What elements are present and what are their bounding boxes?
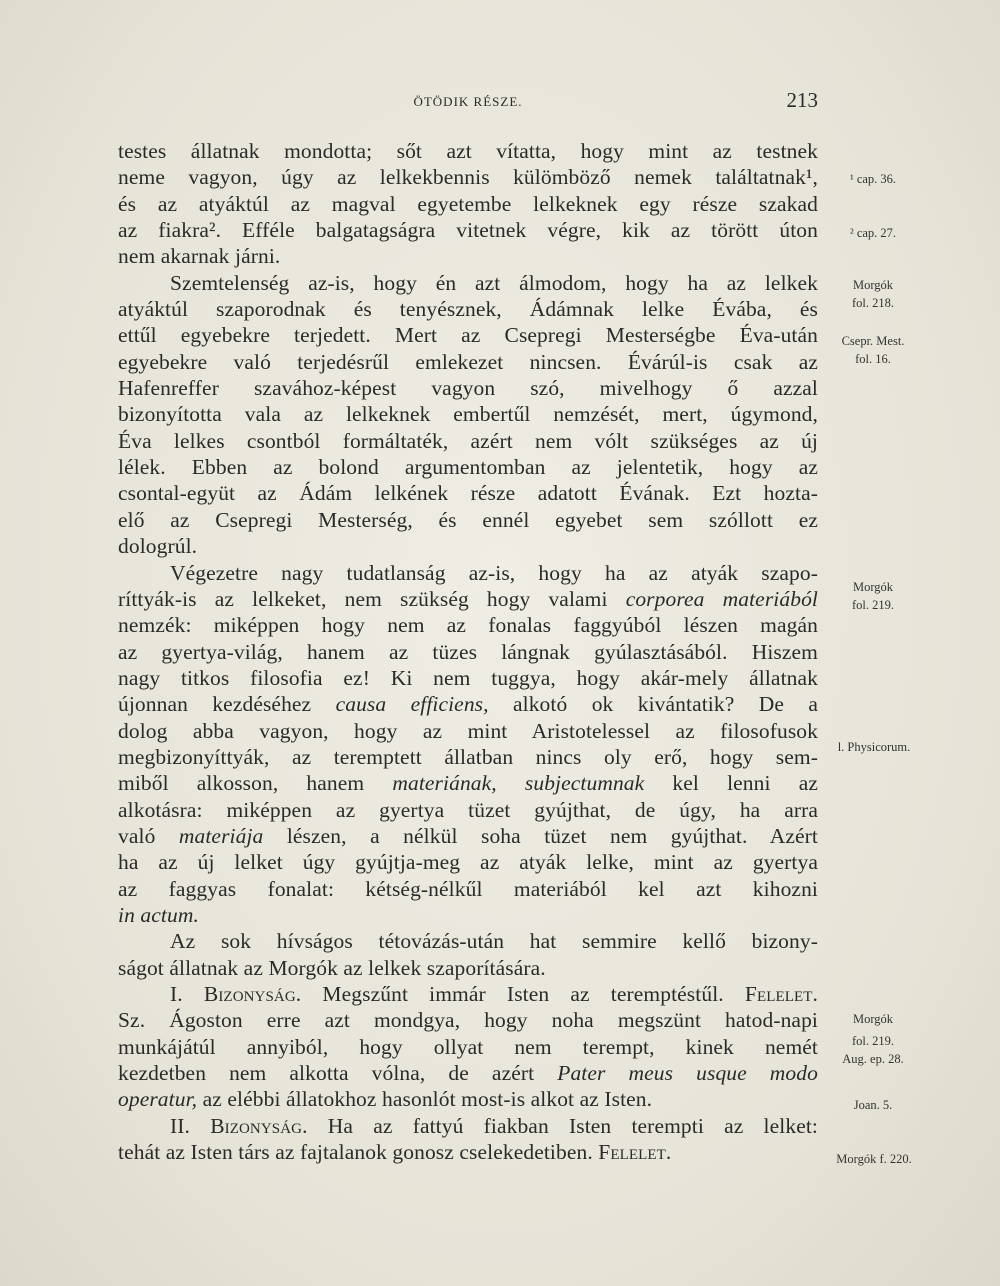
text-run: I. — [170, 982, 204, 1006]
text-run: atyáktúl szaporodnak és tenyésznek, Ádámnak lelke Évába, és — [118, 297, 818, 322]
text-line — [118, 612, 818, 638]
text-run: Hafenreffer szavához-képest vagyon szó, mivelhogy ő azzal — [118, 376, 818, 401]
running-header — [118, 88, 818, 114]
text-run: egyebekre való terjedésrűl emlekezet nincsen. Évárúl-is csak az — [118, 349, 818, 374]
text-run: Bizonyság. — [210, 1113, 308, 1138]
text-run: Felelet. — [598, 1140, 672, 1165]
margin-note: ² cap. 27. — [849, 226, 897, 240]
text-line — [118, 507, 818, 533]
text-run: munkájátúl annyiból, hogy ollyat nem terempt, kinek nemét — [118, 1034, 818, 1059]
text-run: Megszűnt immár Isten az teremptéstűl. — [301, 982, 745, 1006]
text-run: Bizonyság. — [203, 982, 302, 1006]
text-line — [118, 1086, 818, 1112]
italic-phrase: corporea materiából — [625, 586, 818, 611]
text-line — [118, 164, 818, 190]
text-run: ha az új lelket úgy gyújtja-meg az atyák lelke, mint az gyertya — [118, 850, 818, 875]
text-line — [118, 401, 818, 427]
italic-phrase: materiája — [178, 823, 264, 848]
margin-note: Morgók — [852, 278, 894, 292]
text-run: ságot állatnak az Morgók az lelkek szaporítására. — [118, 955, 546, 980]
italic-phrase: in actum. — [118, 902, 199, 927]
text-line — [118, 296, 818, 322]
running-title: ÖTÖDIK RÉSZE. — [413, 94, 523, 109]
text-run: Ha az fattyú fiakban Isten terempti az lelket: — [307, 1113, 818, 1138]
text-line — [118, 665, 818, 691]
text-line — [118, 1034, 818, 1060]
text-line — [118, 1007, 818, 1033]
text-line — [118, 560, 818, 586]
text-run: neme vagyon, úgy az lelkekbennis külömböző nemek találtatnak¹, — [118, 165, 818, 190]
text-run: Az sok hívságos tétovázás-után hat semmire kellő bizony- — [170, 929, 818, 954]
text-run: az fiakra². Efféle balgatagságra vitetnek végre, kik az törött úton — [118, 218, 818, 243]
text-run: Éva lelkes csontból formáltaték, azért nem vólt szükséges az új — [118, 428, 818, 453]
text-run: ríttyák-is az lelkeket, nem szükség hogy valami — [118, 586, 626, 611]
text-line — [118, 217, 818, 243]
text-run: Szemtelenség az-is, hogy én azt álmodom, hogy ha az lelkek — [170, 270, 818, 295]
text-run: dologrúl. — [118, 534, 198, 559]
text-line — [118, 691, 818, 717]
text-line — [118, 797, 818, 823]
text-line — [118, 533, 818, 559]
text-run: II. — [170, 1113, 211, 1138]
text-line — [118, 981, 818, 1007]
margin-note: Aug. ep. 28. — [842, 1052, 904, 1066]
text-line — [118, 639, 818, 665]
text-run: nemzék: miképpen hogy nem az fonalas faggyúból lészen magán — [118, 613, 818, 638]
text-run: az faggyas fonalat: kétség-nélkűl materiából kel azt kihozni — [118, 876, 818, 901]
margin-note: fol. 219. — [851, 1034, 894, 1048]
text-run: bizonyította vala az lelkeknek embertűl nemzését, mert, úgymond, — [118, 402, 818, 427]
margin-note: fol. 219. — [851, 598, 894, 612]
text-run: testes állatnak mondotta; sőt azt vítatta, hogy mint az testnek — [118, 139, 818, 163]
margin-note: fol. 16. — [855, 352, 891, 366]
text-run: való — [118, 823, 179, 848]
text-line — [118, 480, 818, 506]
text-line — [118, 322, 818, 348]
text-line — [118, 1139, 818, 1165]
margin-note: Morgók f. 220. — [836, 1152, 912, 1166]
text-run: az gyertya-világ, hanem az tüzes lángnak gyúlasztásából. Hiszem — [118, 639, 818, 664]
text-run: alkotó ok kivántatik? De a — [488, 692, 819, 717]
text-line — [118, 349, 818, 375]
text-run: csontal-együt az Ádám lelkének része adatott Évának. Ezt hozta- — [118, 481, 818, 506]
text-line — [118, 243, 818, 269]
text-run: miből alkosson, hanem — [118, 771, 393, 796]
text-line — [118, 454, 818, 480]
text-line — [118, 375, 818, 401]
text-run: Sz. Ágoston erre azt mondgya, hogy noha megszünt hatod-napi — [118, 1008, 818, 1033]
text-run: kel lenni az — [644, 771, 818, 796]
text-run: dolog abba vagyon, hogy az mint Aristotelessel az filosofusok — [118, 718, 818, 743]
text-line — [118, 1113, 818, 1139]
text-run: újonnan kezdéséhez — [118, 692, 336, 717]
text-run: nagy titkos filosofia ez! Ki nem tuggya, hogy akár-mely állatnak — [118, 665, 818, 690]
text-run: alkotásra: miképpen az gyertya tüzet gyújthat, de úgy, ha arra — [118, 797, 818, 822]
text-run: megbizonyíttyák, az teremptett állatban nincs oly erő, hogy sem- — [118, 744, 818, 769]
text-run: tehát az Isten társ az fajtalanok gonosz cselekedetiben. — [118, 1140, 599, 1165]
text-line — [118, 849, 818, 875]
italic-phrase: Pater meus usque modo — [557, 1061, 818, 1086]
text-line — [118, 770, 818, 796]
margin-note: Morgók — [852, 1012, 894, 1026]
italic-phrase: operatur, — [118, 1087, 198, 1112]
text-line — [118, 138, 818, 164]
text-line — [118, 902, 818, 928]
text-line — [118, 823, 818, 849]
text-run: lélek. Ebben az bolond argumentomban az jelentetik, hogy az — [118, 455, 818, 480]
margin-note: fol. 218. — [851, 296, 894, 310]
margin-note: ¹ cap. 36. — [849, 172, 897, 186]
text-line — [118, 270, 818, 296]
body-text — [118, 138, 818, 1165]
margin-note: Joan. 5. — [853, 1098, 893, 1112]
text-run: lészen, a nélkül soha tüzet nem gyújthat. Azért — [263, 823, 818, 848]
italic-phrase: causa efficiens, — [335, 692, 489, 717]
text-run: nem akarnak járni. — [118, 244, 281, 269]
text-line — [118, 586, 818, 612]
text-line — [118, 718, 818, 744]
text-run: kezdetben nem alkotta vólna, de azért — [118, 1061, 558, 1086]
text-run: az elébbi állatokhoz hasonlót most-is alkot az Isten. — [197, 1087, 653, 1112]
margin-note: l. Physicorum. — [837, 740, 911, 754]
text-line — [118, 428, 818, 454]
text-line — [118, 744, 818, 770]
text-line — [118, 928, 818, 954]
text-line — [118, 876, 818, 902]
margin-note: Morgók — [852, 580, 894, 594]
text-run: Felelet. — [744, 982, 818, 1006]
text-run: és az atyáktúl az magval egyetembe lelkeknek egy része szakad — [118, 191, 818, 216]
text-line — [118, 955, 818, 981]
text-run: ettűl egyebekre terjedett. Mert az Csepregi Mesterségbe Éva-után — [118, 323, 818, 348]
text-line — [118, 1060, 818, 1086]
italic-phrase: materiának, subjectumnak — [392, 771, 645, 796]
text-line — [118, 191, 818, 217]
text-run: elő az Csepregi Mesterség, és ennél egyebet sem szóllott ez — [118, 507, 818, 532]
text-run: Végezetre nagy tudatlanság az-is, hogy ha az atyák szapo- — [170, 560, 818, 585]
margin-note: Csepr. Mest. — [841, 334, 905, 348]
page-number: 213 — [786, 88, 818, 112]
